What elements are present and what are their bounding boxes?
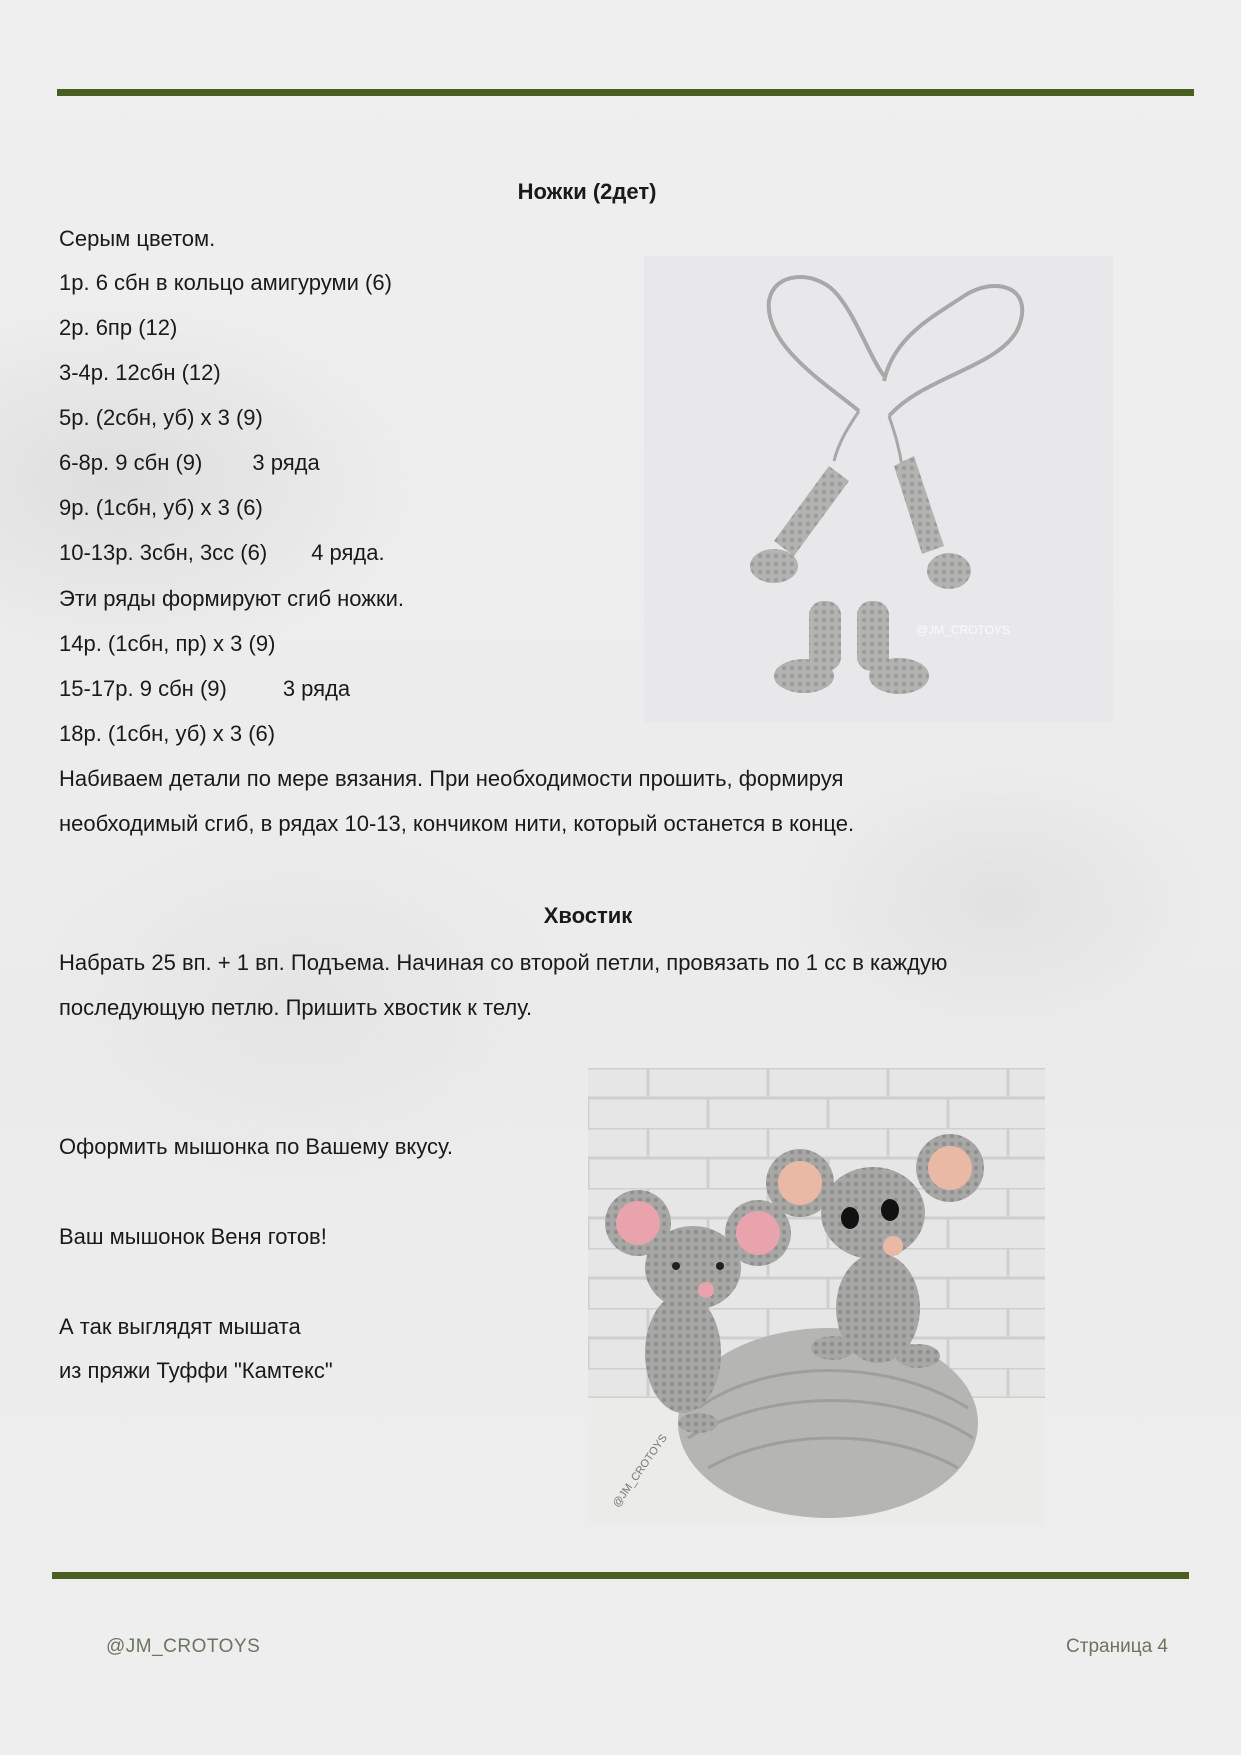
yarn-line-1: А так выглядят мышата (59, 1314, 301, 1339)
crochet-mice-illustration (588, 1068, 1045, 1525)
ready-text: Ваш мышонок Веня готов! (59, 1224, 327, 1249)
legs-row-15-17-note: 3 ряда (282, 676, 351, 701)
yarn-line-2: из пряжи Туффи "Камтекс" (59, 1358, 333, 1383)
legs-row-18: 18р. (1сбн, уб) х 3 (6) (59, 721, 276, 746)
legs-row-9: 9р. (1сбн, уб) х 3 (6) (59, 495, 263, 520)
mice-photo (588, 1068, 1045, 1525)
legs-row-1: 1р. 6 сбн в кольцо амигуруми (6) (59, 270, 392, 295)
decorate-text: Оформить мышонка по Вашему вкусу. (59, 1134, 453, 1159)
tail-line-2: последующую петлю. Пришить хвостик к телу. (59, 995, 533, 1020)
legs-row-6-8 (59, 448, 320, 478)
legs-row-14: 14р. (1сбн, пр) х 3 (9) (59, 631, 276, 656)
legs-row-10-13-note: 4 ряда. (311, 540, 385, 565)
legs-stuffing-line-2: необходимый сгиб, в рядах 10-13, кончиком нити, который останется в конце. (59, 811, 855, 836)
legs-stuffing-line-1: Набиваем детали по мере вязания. При необходимости прошить, формируя (59, 766, 844, 791)
top-rule (57, 89, 1194, 96)
tail-heading: Хвостик (543, 903, 633, 928)
crochet-legs-illustration (644, 256, 1113, 723)
legs-row-3-4: 3-4р. 12сбн (12) (59, 360, 221, 385)
legs-heading: Ножки (2дет) (517, 179, 657, 204)
legs-row-6-8-note: 3 ряда (252, 450, 320, 475)
legs-line-color: Серым цветом. (59, 226, 216, 251)
bottom-rule (52, 1572, 1189, 1579)
footer-brand: @JM_CROTOYS (106, 1636, 261, 1657)
legs-photo (644, 256, 1113, 723)
legs-row-6-8-text: 6-8р. 9 сбн (9) (59, 450, 203, 475)
tail-line-1: Набрать 25 вп. + 1 вп. Подъема. Начиная со второй петли, провязать по 1 сс в каждую (59, 950, 948, 975)
legs-row-2: 2р. 6пр (12) (59, 315, 178, 340)
legs-fold-note: Эти ряды формируют сгиб ножки. (59, 586, 405, 611)
footer-page-number: Страница 4 (1066, 1636, 1168, 1657)
legs-row-5: 5р. (2сбн, уб) х 3 (9) (59, 405, 263, 430)
legs-row-15-17-text: 15-17р. 9 сбн (9) (59, 676, 227, 701)
legs-row-10-13 (59, 538, 385, 568)
legs-photo-watermark: @JM_CROTOYS (916, 623, 1010, 637)
legs-row-15-17 (59, 674, 350, 704)
mice-photo-watermark: @JM_CROTOYS (610, 1432, 670, 1510)
legs-row-10-13-text: 10-13р. 3сбн, 3сс (6) (59, 540, 268, 565)
